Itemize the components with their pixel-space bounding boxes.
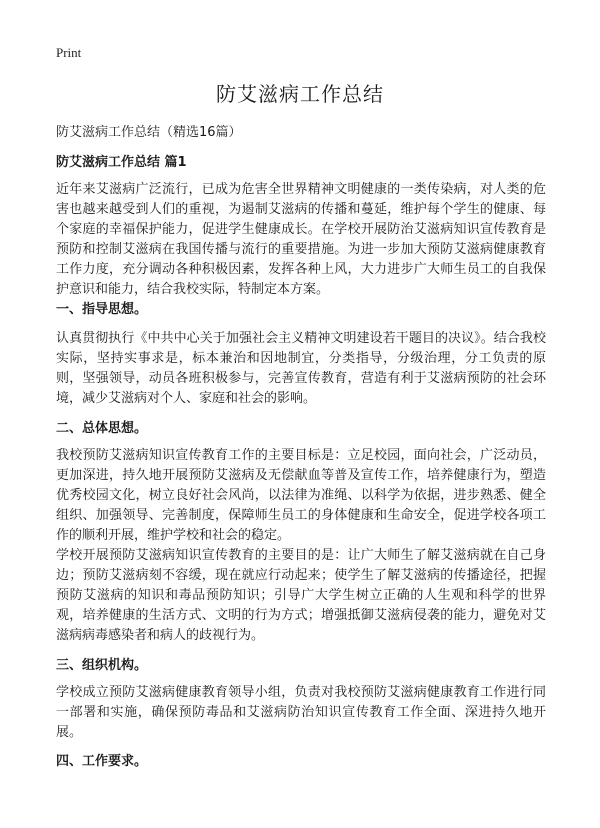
section-heading-requirements: 四、工作要求。 [56,754,148,769]
page-title: 防艾滋病工作总结 [216,82,384,106]
overall-paragraph-1: 我校预防艾滋病知识宣传教育工作的主要目标是：立足校园，面向社会，广泛动员，更加深进，持久地开展预防艾滋病及无偿献血等普及宣传工作，培养健康行为，塑造优秀校园文化，树立良好社会风尚，以法律为准绳、以科学为依据，进步熟悉、健全组织、加强领导、完善制度，保障师生员工的身体健康和生命安全，促进学校各项工作的顺利开展，维护学校和社会的稳定。 [56,448,546,543]
guiding-paragraph: 认真贯彻执行《中共中心关于加强社会主义精神文明建设若干题目的决议》。结合我校实际，坚持实事求是，标本兼治和因地制宜，分类指导，分级治理，分工负责的原则，坚强领导，动员各班积极参与，完善宣传教育，营造有利于艾滋病预防的社会环境，减少艾滋病对个人、家庭和社会的影响。 [56,331,546,406]
article-heading: 防艾滋病工作总结 篇1 [56,155,187,170]
section-heading-guiding: 一、指导思想。 [56,302,148,317]
document-subtitle: 防艾滋病工作总结（精选16篇） [56,125,242,140]
organization-paragraph: 学校成立预防艾滋病健康教育领导小组，负责对我校预防艾滋病健康教育工作进行同一部署和实施，确保预防毒品和艾滋病防治知识宣传教育工作全面、深进持久地开展。 [56,685,546,740]
overall-paragraph-2: 学校开展预防艾滋病知识宣传教育的主要目的是：让广大师生了解艾滋病就在自己身边；预防艾滋病刻不容缓，现在就应行动起来；使学生了解艾滋病的传播途径，把握预防艾滋病的知识和毒品预防知识；引导广大学生树立正确的人生观和科学的世界观，培养健康的生活方式、文明的行为方式；增强抵御艾滋病侵袭的能力，避免对艾滋病病毒感染者和病人的歧视行为。 [56,548,546,643]
intro-paragraph: 近年来艾滋病广泛流行，已成为危害全世界精神文明健康的一类传染病，对人类的危害也越来越受到人们的重视，为遏制艾滋病的传播和蔓延，维护每个学生的健康、每个家庭的幸福保护能力，促进学生健康成长。在学校开展防治艾滋病知识宣传教育是预防和控制艾滋病在我国传播与流行的重要措施。为进一步加大预防艾滋病健康教育工作力度，充分调动各种积极因素，发挥各种上风，大力进步广大师生员工的自我保护意识和能力，结合我校实际，特制定本方案。 [56,182,546,297]
section-heading-organization: 三、组织机构。 [56,658,148,673]
section-heading-overall: 二、总体思想。 [56,421,148,436]
print-link[interactable]: Print [56,45,82,60]
